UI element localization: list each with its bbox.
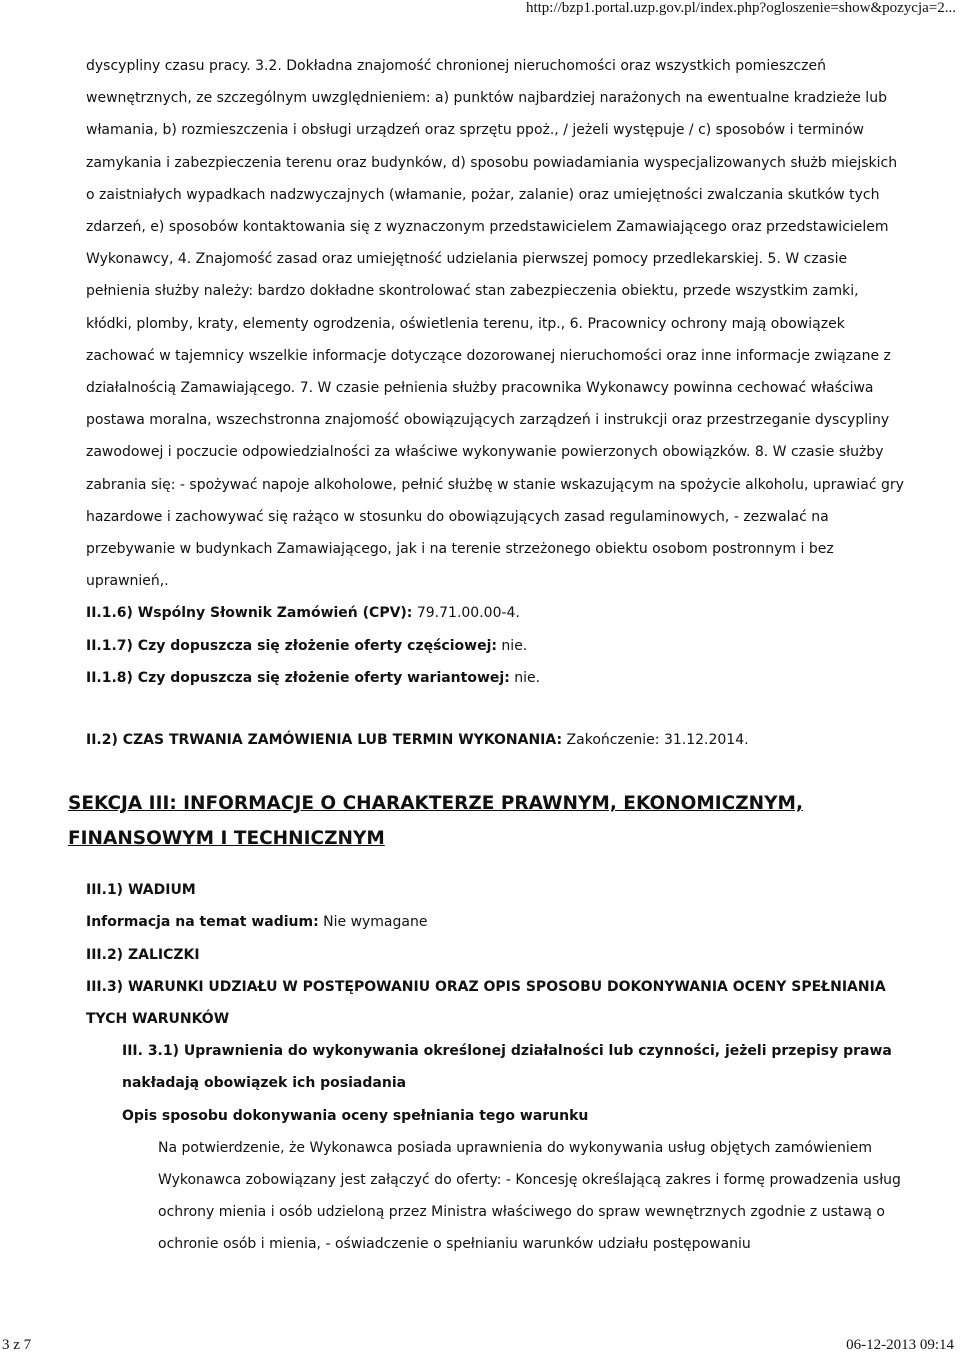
uprawnienia-heading: III. 3.1) Uprawnienia do wykonywania określonej działalności lub czynności, jeżeli przepisy prawa nakładają obowiązek ich posiadania [122,1043,892,1092]
warunki-heading: III.3) WARUNKI UDZIAŁU W POSTĘPOWANIU ORAZ OPIS SPOSOBU DOKONYWANIA OCENY SPEŁNIANIA TYCH WARUNKÓW [86,978,886,1027]
document-content [68,50,906,1261]
page-number: 3 z 7 [2,1337,32,1353]
wadium-line [86,906,906,938]
cpv-line [86,597,906,629]
variant-offer-value: nie. [509,669,541,686]
zaliczki-heading: III.2) ZALICZKI [86,946,200,963]
duration-label: II.2) CZAS TRWANIA ZAMÓWIENIA LUB TERMIN WYKONANIA: [86,732,563,749]
wadium-value: Nie wymagane [318,914,428,931]
body-paragraph: dyscypliny czasu pracy. 3.2. Dokładna znajomość chronionej nieruchomości oraz wszystkich pomieszczeń wewnętrznych, ze szczególnym uwzględnieniem: a) punktów najbardziej narażonych na ewentualne kradzieże lub włamania, b) rozmieszczenia i obsługi urządzeń oraz sprzętu ppoż., / jeżeli występuje / c) sposobów i terminów zamykania i zabezpieczenia terenu oraz budynków, d) sposobu powiadamiania wyspecjalizowanych służb miejskich o zaistniałych wypadkach nadzwyczajnych (włamanie, pożar, zalanie) oraz umiejętności zwalczania skutków tych zdarzeń, e) sposobów kontaktowania się z wyznaczonym przedstawicielem Zamawiającego oraz przedstawicielem Wykonawcy, 4. Znajomość zasad oraz umiejętność udzielania pierwszej pomocy przedlekarskiej. 5. W czasie pełnienia służby należy: bardzo dokładne skontrolować stan zabezpieczenia obiektu, przede wszystkim zamki, kłódki, plomby, kraty, elementy ogrodzenia, oświetlenia terenu, itp., 6. Pracownicy ochrony mają obowiązek zachować w tajemnicy wszelkie informacje dotyczące dozorowanej nieruchomości oraz inne informacje związane z działalnością Zamawiającego. 7. W czasie pełnienia służby pracownika Wykonawcy powinna cechować właściwa postawa moralna, wszechstronna znajomość obowiązujących zarządzeń i instrukcji oraz przestrzeganie dyscypliny zawodowej i poczucie odpowiedzialności za właściwe wykonywanie powierzonych obowiązków. 8. W czasie służby zabrania się: - spożywać napoje alkoholowe, pełnić służbę w stanie wskazującym na spożycie alkoholu, uprawiać gry hazardowe i zachowywać się rażąco w stosunku do obowiązujących zasad regulaminowych, - zezwalać na przebywanie w budynkach Zamawiającego, jak i na terenie strzeżonego obiektu osobom postronnym i bez uprawnień,. [86,58,904,590]
wadium-label: Informacja na temat wadium: [86,914,319,931]
duration-value: Zakończenie: 31.12.2014. [562,732,749,749]
section-3-title: SEKCJA III: INFORMACJE O CHARAKTERZE PRAWNYM, EKONOMICZNYM, FINANSOWYM I TECHNICZNYM [68,793,803,850]
duration-line [86,724,906,756]
wadium-heading: III.1) WADIUM [86,882,196,899]
cpv-label: II.1.6) Wspólny Słownik Zamówień (CPV): [86,605,413,622]
cpv-value: 79.71.00.00-4. [412,605,520,622]
variant-offer-line [86,662,906,694]
print-datetime: 06-12-2013 09:14 [846,1337,954,1353]
opis-heading: Opis sposobu dokonywania oceny spełniania tego warunku [122,1107,589,1124]
partial-offer-line [86,630,906,662]
variant-offer-label: II.1.8) Czy dopuszcza się złożenie oferty wariantowej: [86,669,510,686]
partial-offer-label: II.1.7) Czy dopuszcza się złożenie oferty częściowej: [86,637,497,654]
page-url: http://bzp1.portal.uzp.gov.pl/index.php?ogloszenie=show&pozycja=2... [525,0,956,16]
partial-offer-value: nie. [496,637,528,654]
opis-text: Na potwierdzenie, że Wykonawca posiada uprawnienia do wykonywania usług objętych zamówieniem Wykonawca zobowiązany jest załączyć do oferty: - Koncesję określającą zakres i formę prowadzenia usług ochrony mienia i osób udzieloną przez Ministra właściwego do spraw wewnętrznych zgodnie z ustawą o ochronie osób i mienia, - oświadczenie o spełnianiu warunków udziału postępowaniu [158,1139,901,1253]
